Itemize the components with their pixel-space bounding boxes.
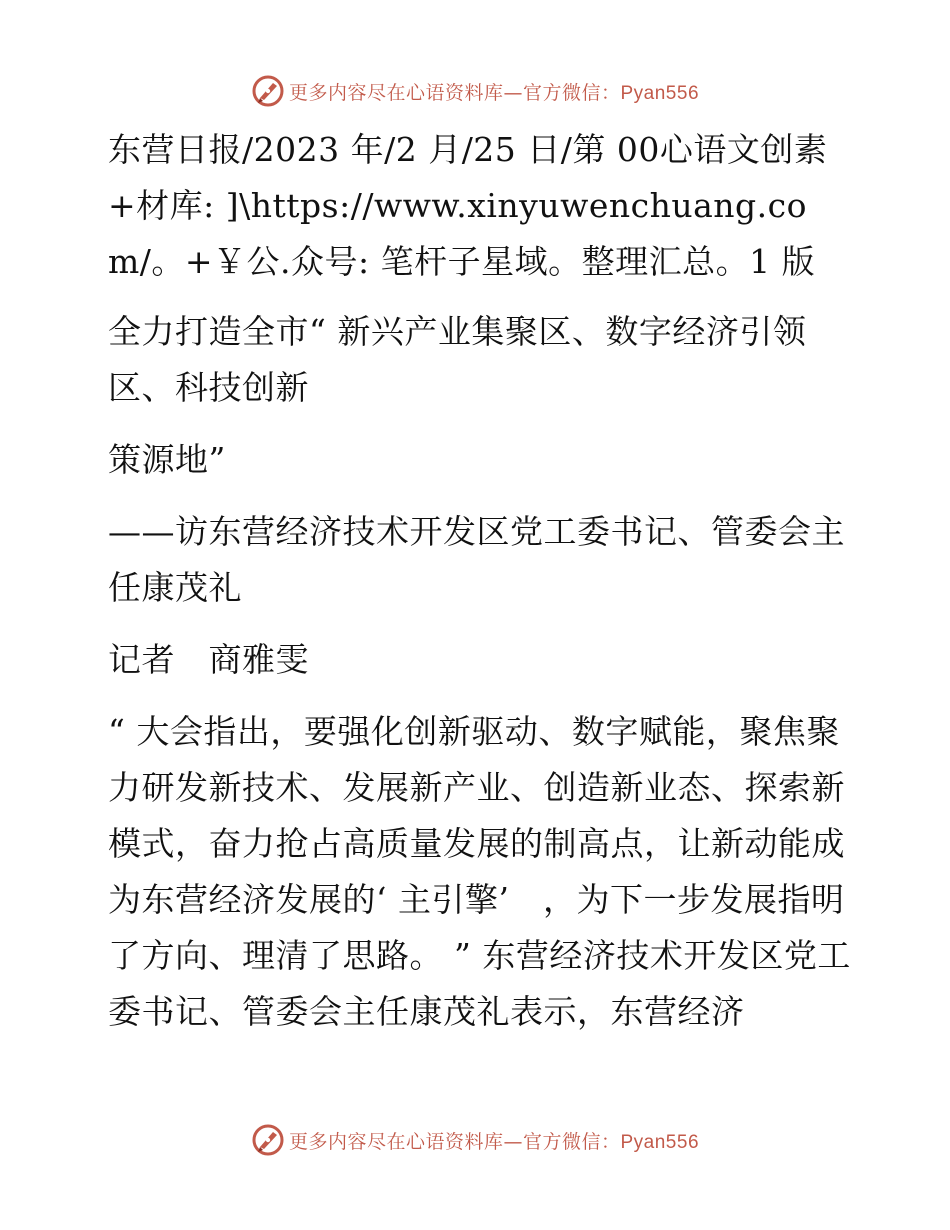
- banner-text: [289, 78, 699, 105]
- article-title-line-1: 全力打造全市“ 新兴产业集聚区、数字经济引领区、科技创新: [108, 312, 807, 407]
- banner-content: [251, 1123, 699, 1157]
- article-body-paragraph: “ 大会指出，要强化创新驱动、数字赋能，聚焦聚力研发新技术、发展新产业、创造新业态、探索新模式，奋力抢占高质量发展的制高点，让新动能成为东营经济发展的‘ 主引擎’ ，为下一步发展指明了方向、理清了思路。 ” 东营经济技术开发区党工委书记、管委会主任康茂礼表示，东营经济: [108, 712, 851, 1031]
- pen-circle-logo-icon: [251, 74, 285, 108]
- banner-text-cn: 更多内容尽在心语资料库—官方微信：: [288, 1130, 621, 1153]
- header-watermark-banner: [0, 71, 950, 111]
- reporter-byline: 记者 商雅雯: [108, 640, 309, 679]
- document-body: [98, 122, 858, 1040]
- pen-circle-logo-icon: [251, 1123, 285, 1157]
- banner-text: [289, 1127, 699, 1154]
- banner-text-wechat-id: Pyan556: [620, 82, 700, 104]
- dateline: 东营日报/2023 年/2 月/25 日/第 00心语文创素+材库: ]\https://www.xinyuwenchuang.com/。+￥公.众号: 笔杆子星域。整理汇总。1 版: [108, 130, 828, 281]
- banner-content: [251, 74, 699, 108]
- article-subtitle: ——访东营经济技术开发区党工委书记、管委会主任康茂礼: [108, 512, 845, 607]
- banner-text-cn: 更多内容尽在心语资料库—官方微信：: [288, 81, 621, 104]
- footer-watermark-banner: [0, 1120, 950, 1160]
- article-title-line-2: 策源地”: [108, 440, 226, 479]
- banner-text-wechat-id: Pyan556: [620, 1131, 700, 1153]
